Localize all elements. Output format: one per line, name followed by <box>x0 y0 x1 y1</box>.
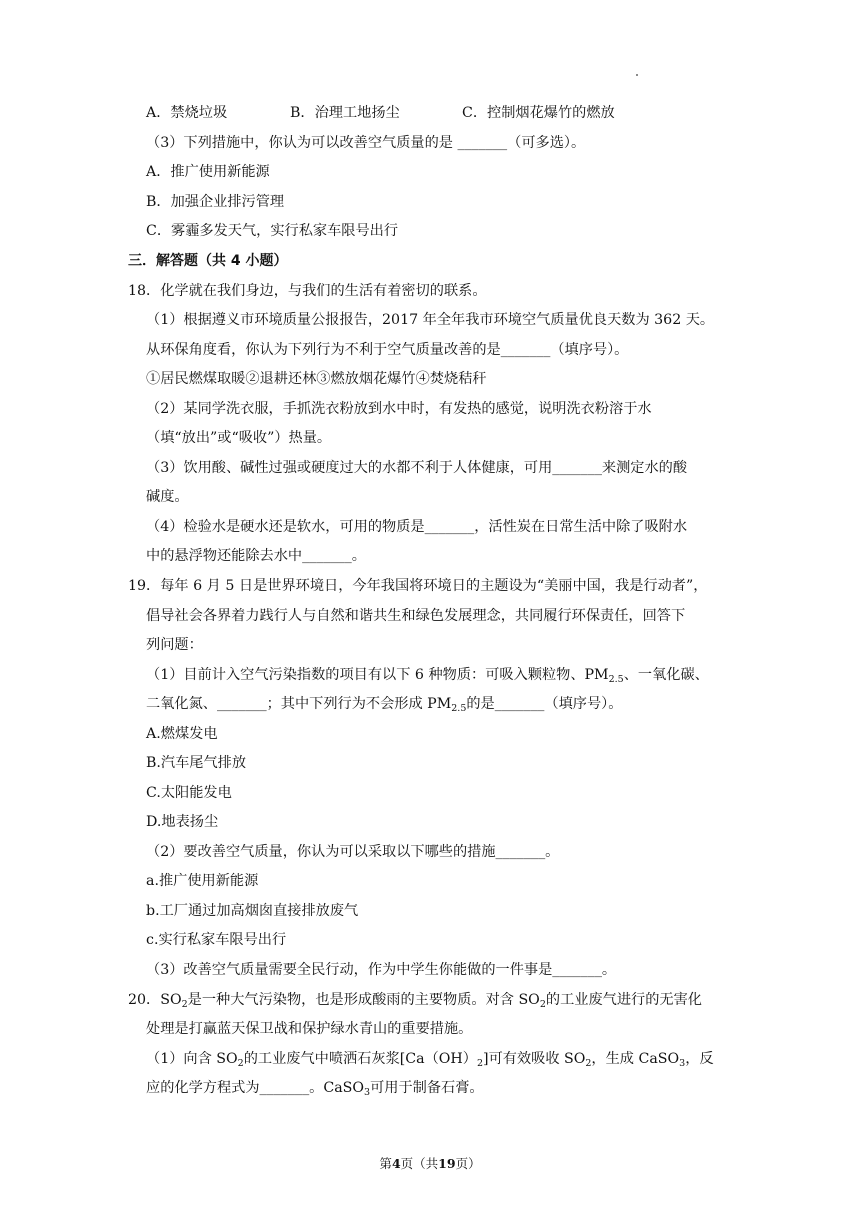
q20-part1-line2: 应的化学方程式为_______。CaSO$_3$可用于制备石膏。 <box>146 1080 484 1098</box>
q19-stem-line1: 19．每年 6 月 5 日是世界环境日，今年我国将环境日的主题设为“美丽中国，我是行动者”， <box>128 578 708 594</box>
q17-option-a: A．禁烧垃圾 <box>146 105 228 121</box>
q18-part1-line1: （1）根据遵义市环境质量公报报告，2017 年全年我市环境空气质量优良天数为 362 天。 <box>146 312 715 328</box>
q19-stem-line2: 倡导社会各界着力践行人与自然和谐共生和绿色发展理念，共同履行环保责任，回答下 <box>146 608 686 624</box>
q18-part4-line2: 中的悬浮物还能除去水中_______。 <box>146 548 366 564</box>
q19-option-a: A.燃煤发电 <box>146 726 218 742</box>
q17-sub3-option-c: C．雾霾多发天气，实行私家车限号出行 <box>146 223 399 239</box>
q19-part2-option-c: c.实行私家车限号出行 <box>146 932 287 948</box>
q18-part1-options: ①居民燃煤取暖②退耕还林③燃放烟花爆竹④焚烧秸秆 <box>146 371 487 387</box>
q19-part1-line1: （1）目前计入空气污染指数的项目有以下 6 种物质：可吸入颗粒物、$PM_{2.5}$、一氧化碳、 <box>146 667 709 685</box>
q20-stem-line1: 20．$SO_2$是一种大气污染物，也是形成酸雨的主要物质。对含 $SO_2$的工业废气进行的无害化 <box>128 992 702 1010</box>
q19-option-d: D.地表扬尘 <box>146 814 219 830</box>
q19-part1-line2: 二氧化氮、_______；其中下列行为不会形成 $PM_{2.5}$的是_______（填序号）。 <box>146 696 623 714</box>
q18-part2-line2: （填“放出”或“吸收”）热量。 <box>146 430 332 446</box>
q17-option-c: C．控制烟花爆竹的燃放 <box>462 105 615 121</box>
q17-sub3-option-b: B．加强企业排污管理 <box>146 194 285 210</box>
q19-option-b: B.汽车尾气排放 <box>146 755 247 771</box>
q17-sub3-option-a: A．推广使用新能源 <box>146 164 270 180</box>
q19-part2: （2）要改善空气质量，你认为可以采取以下哪些的措施_______。 <box>146 844 560 860</box>
q17-option-b: B．治理工地扬尘 <box>290 105 400 121</box>
q19-stem-line3: 列问题： <box>146 637 203 653</box>
q19-option-c: C.太阳能发电 <box>146 785 232 801</box>
q19-part2-option-a: a.推广使用新能源 <box>146 873 259 889</box>
q18-part1-line2: 从环保角度看，你认为下列行为不利于空气质量改善的是_______（填序号）。 <box>146 342 629 358</box>
q19-part2-option-b: b.工厂通过加高烟囱直接排放废气 <box>146 903 359 919</box>
q20-stem-line2: 处理是打赢蓝天保卫战和保护绿水青山的重要措施。 <box>146 1021 473 1037</box>
page-footer: 第4页（共19页） <box>379 1156 481 1171</box>
q20-part1-line1: （1）向含 $SO_2$的工业废气中喷洒石灰浆$[Ca(OH)_2]$可有效吸收 $SO_2$，生成 CaSO$_3$，反 <box>146 1051 714 1069</box>
q18-part2-line1: （2）某同学洗衣服，手抓洗衣粉放到水中时，有发热的感觉，说明洗衣粉溶于水 <box>146 401 652 417</box>
q18-part3-line2: 碱度。 <box>146 489 189 505</box>
q18-stem: 18．化学就在我们身边，与我们的生活有着密切的联系。 <box>128 283 487 299</box>
q17-sub3: （3）下列措施中，你认为可以改善空气质量的是 _______（可多选）。 <box>146 135 586 151</box>
section-title: 三．解答题（共 4 小题） <box>128 253 288 269</box>
q18-part4-line1: （4）检验水是硬水还是软水，可用的物质是_______，活性炭在日常生活中除了吸附水 <box>146 519 688 535</box>
page-dot <box>636 74 638 76</box>
q18-part3-line1: （3）饮用酸、碱性过强或硬度过大的水都不利于人体健康，可用_______来测定水的酸 <box>146 460 688 476</box>
q19-part3: （3）改善空气质量需要全民行动，作为中学生你能做的一件事是_______。 <box>146 962 617 978</box>
